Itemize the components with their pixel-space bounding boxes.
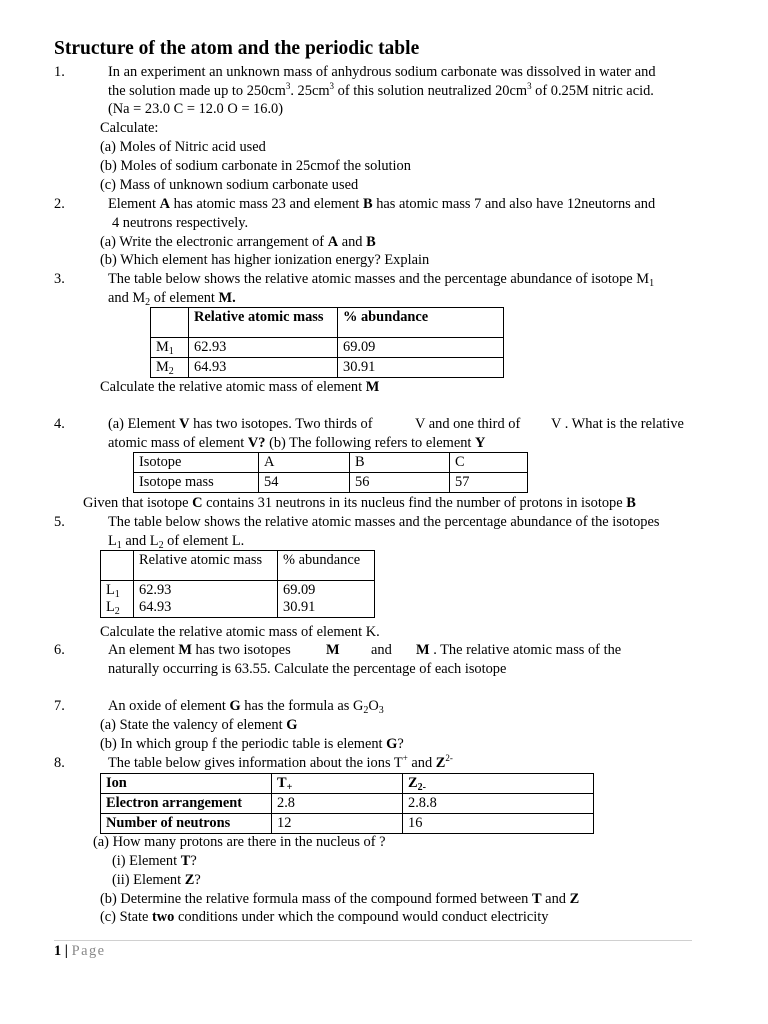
q3-row-label: $M_1$ bbox=[151, 338, 189, 358]
q4-cell: C bbox=[450, 453, 528, 473]
q4-given: Given that isotope C contains 31 neutrons in its nucleus find the number of protons in isotope B bbox=[83, 495, 636, 511]
q1-part-b: (b) Moles of sodium carbonate in 25cmof the solution bbox=[100, 158, 411, 174]
q4-line1: (a) Element V has two isotopes. Two thirds of bbox=[108, 416, 373, 432]
q1-line2: the solution made up to $250cm^3$. $25cm^3$ of this solution neutralized $20cm^3$ of 0.25M nitric acid. bbox=[108, 81, 654, 99]
q5-mass-cell: 62.93 64.93 bbox=[134, 581, 278, 618]
q2-line1: Element A has atomic mass 23 and element B has atomic mass 7 and also have 12neutorns and bbox=[108, 196, 656, 212]
q5-header-mass: Relative atomic mass bbox=[134, 551, 278, 581]
q7-part-b: (b) In which group f the periodic table is element G? bbox=[100, 736, 404, 752]
q3-header-abundance: % abundance bbox=[338, 308, 504, 338]
q7-line1: An oxide of element G has the formula as $G_2O_3$ bbox=[108, 698, 384, 716]
q3-row-label: $M_2$ bbox=[151, 358, 189, 378]
q8-cell: 2.8.8 bbox=[403, 794, 594, 814]
q7-number: 7. bbox=[54, 698, 65, 714]
q6-line1-end: M . The relative atomic mass of the bbox=[416, 642, 622, 658]
q6-number: 6. bbox=[54, 642, 65, 658]
q3-line1: The table below shows the relative atomic masses and the percentage abundance of isotope $M_1$ bbox=[108, 271, 655, 289]
q8-header-ion: Ion bbox=[101, 774, 272, 794]
q5-number: 5. bbox=[54, 514, 65, 530]
q3-line2: and $M_2$ of element M. bbox=[108, 290, 236, 308]
q8-cell: 12 bbox=[272, 814, 403, 834]
q5-row-labels: $L_1$ $L_2$ bbox=[101, 581, 134, 618]
q4-cell: B bbox=[350, 453, 450, 473]
q1-calculate: Calculate: bbox=[100, 120, 159, 136]
q8-row-label: Number of neutrons bbox=[101, 814, 272, 834]
q3-table bbox=[150, 307, 504, 378]
q4-line1-end: V . What is the relative bbox=[551, 416, 684, 432]
q2-part-a: (a) Write the electronic arrangement of A and B bbox=[100, 234, 376, 250]
q8-table bbox=[100, 773, 594, 834]
q4-line1-mid: V and one third of bbox=[415, 416, 521, 432]
page-footer: 1 | Page bbox=[54, 943, 106, 959]
q4-table bbox=[133, 452, 528, 493]
q5-header-abundance: % abundance bbox=[278, 551, 375, 581]
q8-cell: 2.8 bbox=[272, 794, 403, 814]
q3-cell: 69.09 bbox=[338, 338, 504, 358]
q8-part-a-ii: (ii) Element Z? bbox=[112, 872, 201, 888]
q6-line2: naturally occurring is 63.55. Calculate the percentage of each isotope bbox=[108, 661, 507, 677]
q3-calculate: Calculate the relative atomic mass of element M bbox=[100, 379, 380, 395]
q8-line1: The table below gives information about the ions T+ and $Z^{2-}$ bbox=[108, 753, 453, 771]
q5-calculate: Calculate the relative atomic mass of element K. bbox=[100, 624, 380, 640]
q3-header-mass: Relative atomic mass bbox=[189, 308, 338, 338]
q5-table bbox=[100, 550, 375, 618]
footer-divider bbox=[54, 940, 692, 941]
q8-cell: 16 bbox=[403, 814, 594, 834]
q8-header-t: $T_+$ bbox=[272, 774, 403, 794]
q8-part-c: (c) State two conditions under which the compound would conduct electricity bbox=[100, 909, 549, 925]
q2-line2: 4 neutrons respectively. bbox=[112, 215, 249, 231]
q5-line2: $L_1$ and $L_2$ of element L. bbox=[108, 533, 245, 551]
q5-line1: The table below shows the relative atomic masses and the percentage abundance of the isotopes bbox=[108, 514, 660, 530]
q4-cell: 56 bbox=[350, 473, 450, 493]
q4-cell: Isotope bbox=[134, 453, 259, 473]
q6-and: and bbox=[371, 642, 392, 658]
q8-part-a-i: (i) Element T? bbox=[112, 853, 197, 869]
q3-cell: 64.93 bbox=[189, 358, 338, 378]
q1-line3: (Na = 23.0 C = 12.0 O = 16.0) bbox=[108, 101, 284, 117]
q2-number: 2. bbox=[54, 196, 65, 212]
q6-isotope-1: M bbox=[326, 642, 340, 658]
q4-cell: Isotope mass bbox=[134, 473, 259, 493]
q6-line1: An element M has two isotopes bbox=[108, 642, 291, 658]
q3-cell: 30.91 bbox=[338, 358, 504, 378]
q1-part-c: (c) Mass of unknown sodium carbonate used bbox=[100, 177, 359, 193]
q4-number: 4. bbox=[54, 416, 65, 432]
q8-header-z: $Z_{2-}$ bbox=[403, 774, 594, 794]
q3-number: 3. bbox=[54, 271, 65, 287]
q4-line2: atomic mass of element V? (b) The following refers to element Y bbox=[108, 435, 486, 451]
q4-cell: A bbox=[259, 453, 350, 473]
q1-line1: In an experiment an unknown mass of anhydrous sodium carbonate was dissolved in water and bbox=[108, 64, 656, 80]
q5-abundance-cell: 69.09 30.91 bbox=[278, 581, 375, 618]
q3-cell: 62.93 bbox=[189, 338, 338, 358]
q2-part-b: (b) Which element has higher ionization energy? Explain bbox=[100, 252, 430, 268]
page-title: Structure of the atom and the periodic table bbox=[54, 38, 420, 59]
q7-part-a: (a) State the valency of element G bbox=[100, 717, 298, 733]
q8-number: 8. bbox=[54, 755, 65, 771]
q8-part-a: (a) How many protons are there in the nucleus of ? bbox=[93, 834, 386, 850]
q4-cell: 54 bbox=[259, 473, 350, 493]
q1-number: 1. bbox=[54, 64, 65, 80]
q8-row-label: Electron arrangement bbox=[101, 794, 272, 814]
q4-cell: 57 bbox=[450, 473, 528, 493]
q1-part-a: (a) Moles of Nitric acid used bbox=[100, 139, 266, 155]
q8-part-b: (b) Determine the relative formula mass of the compound formed between T and Z bbox=[100, 891, 580, 907]
